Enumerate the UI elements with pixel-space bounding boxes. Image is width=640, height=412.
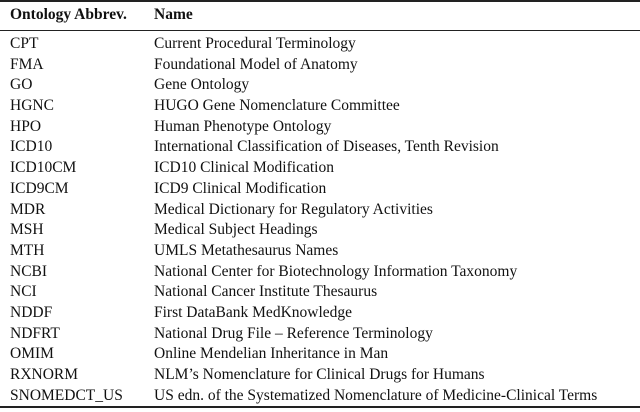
cell-name: Medical Subject Headings bbox=[154, 221, 318, 239]
cell-abbrev: OMIM bbox=[10, 345, 54, 363]
table-row bbox=[0, 386, 640, 407]
cell-abbrev: NDDF bbox=[10, 303, 53, 321]
table-row bbox=[0, 262, 640, 283]
table-row bbox=[0, 324, 640, 345]
header-rule bbox=[0, 30, 640, 31]
cell-name: ICD9 Clinical Modification bbox=[154, 179, 327, 197]
table-row bbox=[0, 303, 640, 324]
cell-abbrev: CPT bbox=[10, 35, 39, 52]
table-row bbox=[0, 220, 640, 241]
cell-abbrev: ICD10 bbox=[10, 138, 53, 156]
cell-name: National Cancer Institute Thesaurus bbox=[154, 283, 378, 301]
table-row bbox=[0, 55, 640, 76]
cell-abbrev: ICD9CM bbox=[10, 179, 69, 197]
cell-abbrev: ICD10CM bbox=[10, 159, 77, 177]
table-row bbox=[0, 365, 640, 386]
cell-name: Medical Dictionary for Regulatory Activities bbox=[154, 200, 433, 218]
cell-abbrev: FMA bbox=[10, 55, 44, 73]
cell-name: Online Mendelian Inheritance in Man bbox=[154, 345, 389, 363]
table-row bbox=[0, 241, 640, 262]
table-row bbox=[0, 34, 640, 55]
table-row bbox=[0, 137, 640, 158]
table-row bbox=[0, 179, 640, 200]
cell-name: First DataBank MedKnowledge bbox=[154, 303, 353, 321]
cell-name: International Classification of Diseases, Tenth Revision bbox=[154, 138, 499, 156]
bottom-rule bbox=[0, 406, 640, 408]
cell-abbrev: NDFRT bbox=[10, 324, 60, 342]
cell-abbrev: HPO bbox=[10, 117, 42, 135]
cell-name: Gene Ontology bbox=[154, 76, 250, 94]
cell-name: NLM’s Nomenclature for Clinical Drugs for Humans bbox=[154, 366, 485, 383]
cell-name: UMLS Metathesaurus Names bbox=[154, 241, 339, 259]
cell-abbrev: NCI bbox=[10, 283, 37, 301]
cell-abbrev: GO bbox=[10, 76, 33, 94]
cell-name: National Drug File – Reference Terminology bbox=[154, 324, 433, 342]
table-row bbox=[0, 117, 640, 138]
table-row bbox=[0, 282, 640, 303]
table-row bbox=[0, 75, 640, 96]
header-abbrev: Ontology Abbrev. bbox=[10, 6, 127, 23]
table-body bbox=[0, 34, 640, 406]
cell-abbrev: MDR bbox=[10, 200, 46, 218]
cell-abbrev: RXNORM bbox=[10, 366, 79, 383]
table-row bbox=[0, 200, 640, 221]
table-row bbox=[0, 158, 640, 179]
table-header bbox=[0, 6, 640, 26]
cell-name: National Center for Biotechnology Information Taxonomy bbox=[154, 262, 518, 280]
cell-abbrev: SNOMEDCT_US bbox=[10, 386, 123, 404]
cell-name: US edn. of the Systematized Nomenclature of Medicine-Clinical Terms bbox=[154, 386, 598, 404]
table-row bbox=[0, 344, 640, 365]
header-name: Name bbox=[154, 6, 193, 23]
cell-abbrev: MSH bbox=[10, 221, 44, 239]
cell-name: Foundational Model of Anatomy bbox=[154, 55, 358, 73]
cell-name: Current Procedural Terminology bbox=[154, 35, 356, 52]
cell-name: ICD10 Clinical Modification bbox=[154, 159, 334, 177]
cell-abbrev: NCBI bbox=[10, 262, 48, 280]
cell-abbrev: HGNC bbox=[10, 97, 54, 115]
cell-name: Human Phenotype Ontology bbox=[154, 117, 332, 135]
top-rule bbox=[0, 0, 640, 2]
table-row bbox=[0, 96, 640, 117]
cell-abbrev: MTH bbox=[10, 241, 45, 259]
cell-name: HUGO Gene Nomenclature Committee bbox=[154, 97, 400, 115]
